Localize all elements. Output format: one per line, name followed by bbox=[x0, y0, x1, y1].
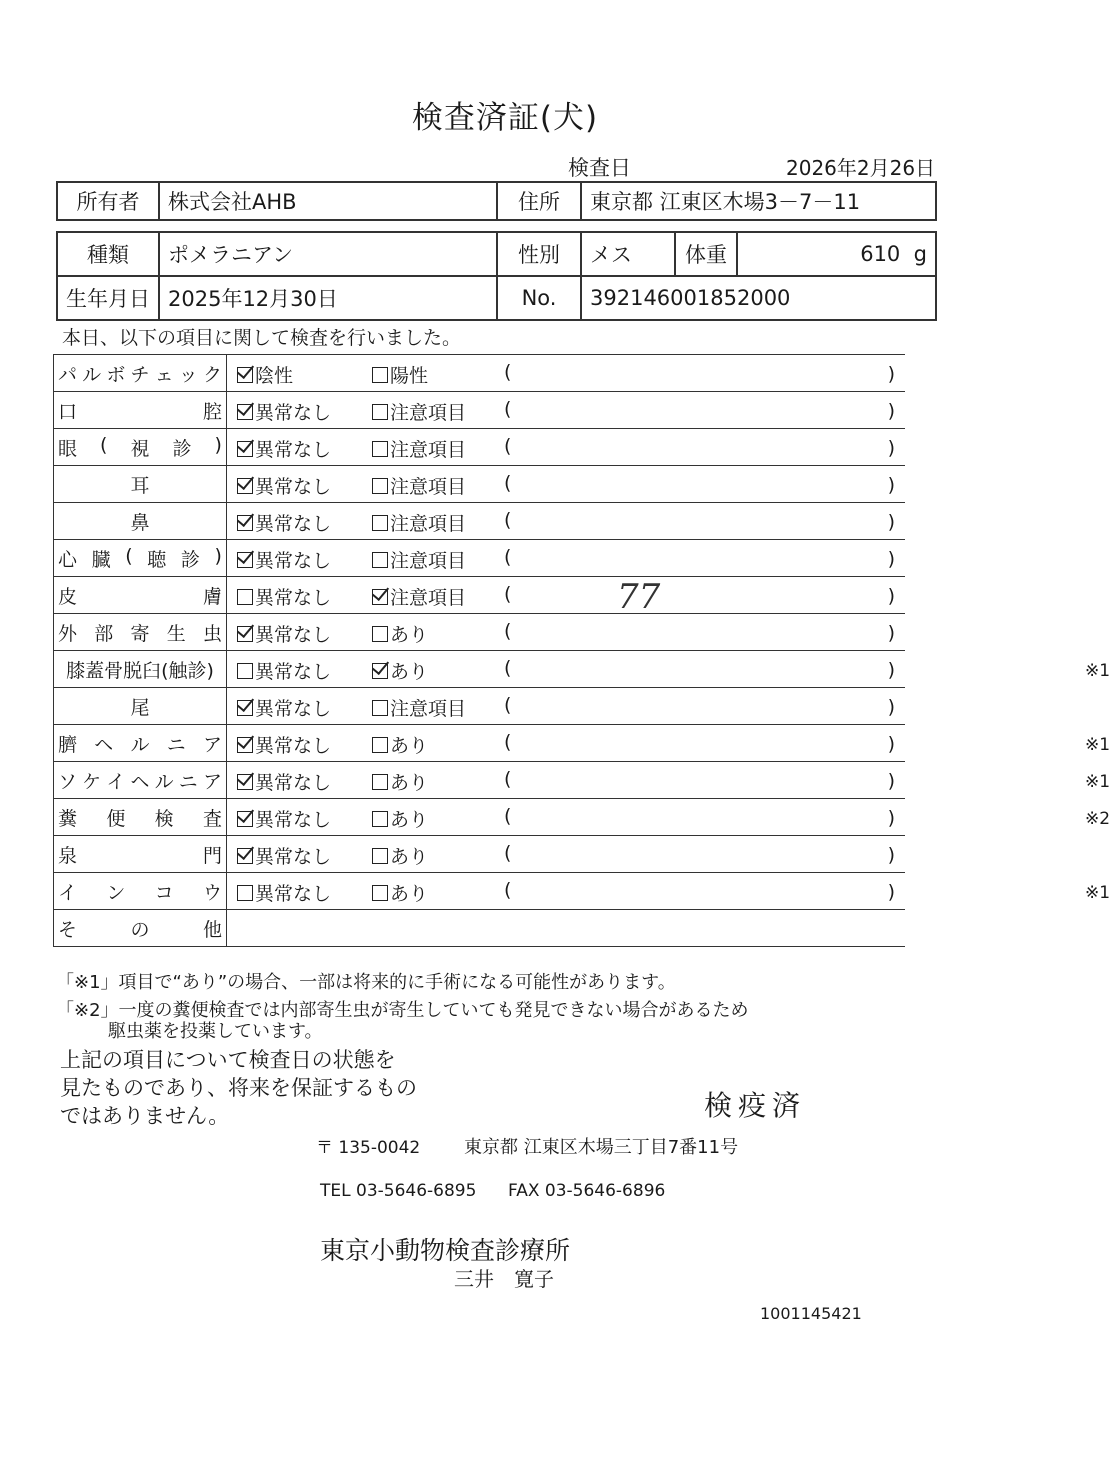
check-item-char: 視 bbox=[130, 437, 150, 460]
check-item-char: ル bbox=[82, 363, 102, 386]
check-row bbox=[54, 651, 906, 688]
inspection-date-label: 検査日 bbox=[568, 156, 631, 180]
check-item-label bbox=[54, 577, 227, 614]
check-result-cell bbox=[227, 540, 906, 577]
check-option-label: 異常なし bbox=[255, 772, 332, 794]
check-result-cell bbox=[227, 651, 1110, 688]
owner-table bbox=[56, 181, 937, 221]
check-item-char: チ bbox=[130, 363, 150, 386]
breed-value: ポメラニアン bbox=[159, 232, 497, 276]
close-paren: ) bbox=[887, 474, 895, 496]
check-option-label: 異常なし bbox=[255, 809, 332, 831]
check-option[interactable] bbox=[372, 620, 428, 647]
owner-label: 所有者 bbox=[57, 182, 159, 220]
checkbox-icon[interactable] bbox=[372, 885, 388, 901]
open-paren: ( bbox=[504, 842, 512, 864]
check-item-label bbox=[54, 429, 227, 466]
check-option[interactable] bbox=[372, 657, 428, 684]
checked-box-icon[interactable] bbox=[237, 515, 253, 531]
check-option[interactable] bbox=[372, 435, 466, 462]
check-option-label: 注意項目 bbox=[390, 587, 467, 609]
dob-label: 生年月日 bbox=[57, 276, 159, 320]
checked-box-icon[interactable] bbox=[237, 441, 253, 457]
check-row bbox=[54, 392, 906, 429]
check-option-label: 陽性 bbox=[390, 365, 429, 387]
check-item-char: ヘ bbox=[130, 770, 150, 793]
close-paren: ) bbox=[887, 622, 895, 644]
checked-box-icon[interactable] bbox=[237, 478, 253, 494]
open-paren: ( bbox=[504, 694, 512, 716]
check-item-char: 門 bbox=[202, 844, 222, 867]
checkbox-icon[interactable] bbox=[372, 441, 388, 457]
postal-code: 〒 135-0042 bbox=[316, 1138, 421, 1158]
disclaimer bbox=[60, 1046, 417, 1130]
close-paren: ) bbox=[887, 770, 895, 792]
footnote-marker: ※2 bbox=[1085, 809, 1110, 829]
checkbox-icon[interactable] bbox=[372, 848, 388, 864]
check-option[interactable] bbox=[372, 842, 428, 869]
check-item-char: ニ bbox=[178, 770, 198, 793]
check-item-char: 寄 bbox=[130, 622, 150, 645]
check-result-cell bbox=[227, 577, 906, 617]
check-row bbox=[54, 503, 906, 540]
checkbox-icon[interactable] bbox=[372, 626, 388, 642]
check-option-label: 異常なし bbox=[255, 550, 332, 572]
open-paren: ( bbox=[504, 620, 512, 642]
check-item-char: ル bbox=[154, 770, 174, 793]
check-option[interactable] bbox=[237, 361, 293, 388]
other-row bbox=[54, 910, 906, 947]
check-item-char: 診 bbox=[172, 437, 192, 460]
check-option-label: 注意項目 bbox=[390, 439, 467, 461]
checked-box-icon[interactable] bbox=[237, 700, 253, 716]
checked-box-icon[interactable] bbox=[372, 663, 388, 679]
check-item-label bbox=[54, 614, 227, 651]
check-item-char: ニ bbox=[166, 733, 186, 756]
other-label-char: そ bbox=[58, 918, 78, 941]
intro-text: 本日、以下の項目に関して検査を行いました。 bbox=[62, 327, 462, 349]
check-item-char: ) bbox=[214, 433, 222, 456]
check-item-char: 生 bbox=[166, 622, 186, 645]
check-result-cell bbox=[227, 466, 906, 503]
close-paren: ) bbox=[887, 807, 895, 829]
check-option[interactable] bbox=[237, 731, 331, 758]
check-option-label: 注意項目 bbox=[390, 550, 467, 572]
checked-box-icon[interactable] bbox=[237, 737, 253, 753]
check-item-label bbox=[54, 503, 227, 540]
check-result-cell bbox=[227, 429, 906, 466]
vet-name: 三井 寛子 bbox=[454, 1267, 554, 1291]
check-item-label bbox=[54, 725, 227, 762]
check-item-char: 耳 bbox=[130, 474, 150, 497]
check-row bbox=[54, 799, 906, 836]
checkbox-icon[interactable] bbox=[372, 552, 388, 568]
weight-value: 610 bbox=[860, 242, 901, 266]
check-option-label: あり bbox=[390, 809, 429, 831]
check-row bbox=[54, 688, 906, 725]
checkbox-icon[interactable] bbox=[372, 515, 388, 531]
close-paren: ) bbox=[887, 437, 895, 459]
check-option-label: 注意項目 bbox=[390, 513, 467, 535]
weight-unit: g bbox=[913, 242, 927, 266]
check-item-char: ア bbox=[202, 770, 222, 793]
sex-label: 性別 bbox=[497, 232, 581, 276]
checkbox-icon[interactable] bbox=[372, 700, 388, 716]
close-paren: ) bbox=[887, 659, 895, 681]
check-item-label bbox=[54, 873, 227, 910]
check-item-char: ) bbox=[214, 544, 222, 567]
footnote-marker: ※1 bbox=[1085, 883, 1110, 903]
check-option[interactable] bbox=[372, 398, 466, 425]
check-option[interactable] bbox=[237, 842, 331, 869]
open-paren: ( bbox=[504, 546, 512, 568]
open-paren: ( bbox=[504, 509, 512, 531]
check-option[interactable] bbox=[237, 398, 331, 425]
check-item-char: 心 bbox=[58, 548, 78, 571]
check-item-char: 皮 bbox=[58, 585, 78, 608]
pet-table bbox=[56, 231, 937, 321]
weight-label: 体重 bbox=[675, 232, 737, 276]
other-label-char: 他 bbox=[202, 918, 222, 941]
close-paren: ) bbox=[887, 844, 895, 866]
check-row bbox=[54, 836, 906, 873]
checkbox-icon[interactable] bbox=[372, 737, 388, 753]
check-row bbox=[54, 873, 906, 910]
check-option-label: 異常なし bbox=[255, 439, 332, 461]
check-option[interactable] bbox=[237, 583, 331, 610]
check-option-label: 異常なし bbox=[255, 661, 332, 683]
check-option[interactable] bbox=[237, 472, 331, 499]
check-option-label: 異常なし bbox=[255, 698, 332, 720]
dob-value: 2025年12月30日 bbox=[159, 276, 497, 320]
sex-value: メス bbox=[581, 232, 675, 276]
close-paren: ) bbox=[887, 585, 895, 607]
checked-box-icon[interactable] bbox=[237, 811, 253, 827]
check-item-label bbox=[54, 762, 227, 799]
check-option[interactable] bbox=[237, 546, 331, 573]
close-paren: ) bbox=[887, 881, 895, 903]
check-row bbox=[54, 762, 906, 799]
check-option-label: 異常なし bbox=[255, 476, 332, 498]
check-option-label: あり bbox=[390, 735, 429, 757]
check-result-cell bbox=[227, 762, 1110, 799]
inspection-date: 2026年2月26日 bbox=[786, 156, 936, 180]
check-item-label bbox=[54, 688, 227, 725]
check-row bbox=[54, 614, 906, 651]
check-item-label bbox=[54, 392, 227, 429]
check-result-cell bbox=[227, 614, 906, 651]
check-item-char: ヘ bbox=[94, 733, 114, 756]
check-item-label bbox=[54, 799, 227, 836]
check-option-label: あり bbox=[390, 846, 429, 868]
clinic-name: 東京小動物検査診療所 bbox=[320, 1236, 571, 1265]
check-option-label: 異常なし bbox=[255, 883, 332, 905]
open-paren: ( bbox=[504, 731, 512, 753]
check-item-label bbox=[54, 355, 227, 392]
open-paren: ( bbox=[504, 805, 512, 827]
check-result-cell bbox=[227, 355, 906, 392]
handwritten-note: 77 bbox=[617, 577, 661, 617]
check-option-label: 異常なし bbox=[255, 587, 332, 609]
open-paren: ( bbox=[504, 361, 512, 383]
open-paren: ( bbox=[504, 472, 512, 494]
check-row bbox=[54, 466, 906, 503]
checkbox-icon[interactable] bbox=[372, 367, 388, 383]
no-value: 392146001852000 bbox=[581, 276, 936, 320]
check-result-cell bbox=[227, 725, 1110, 762]
check-item-char: ル bbox=[130, 733, 150, 756]
checked-box-icon[interactable] bbox=[237, 626, 253, 642]
check-option-label: 陰性 bbox=[255, 365, 294, 387]
breed-label: 種類 bbox=[57, 232, 159, 276]
clinic-fax: FAX 03-5646-6896 bbox=[508, 1181, 666, 1201]
check-row bbox=[54, 577, 906, 614]
checked-box-icon[interactable] bbox=[237, 774, 253, 790]
footnote-marker: ※1 bbox=[1085, 661, 1110, 681]
footnote-2-continued: 駆虫薬を投薬しています。 bbox=[108, 1021, 323, 1042]
address-value: 東京都 江東区木場3－7－11 bbox=[581, 182, 936, 220]
check-item-char: 便 bbox=[106, 807, 126, 830]
check-result-cell bbox=[227, 873, 1110, 910]
owner-value: 株式会社AHB bbox=[159, 182, 497, 220]
check-option-label: 注意項目 bbox=[390, 698, 467, 720]
open-paren: ( bbox=[504, 879, 512, 901]
close-paren: ) bbox=[887, 548, 895, 570]
check-option-label: 異常なし bbox=[255, 402, 332, 424]
check-option-label: 異常なし bbox=[255, 513, 332, 535]
checkbox-icon[interactable] bbox=[237, 663, 253, 679]
check-item-char: 膚 bbox=[202, 585, 222, 608]
clinic-tel: TEL 03-5646-6895 bbox=[320, 1181, 477, 1201]
check-option[interactable] bbox=[237, 879, 331, 906]
checkbox-icon[interactable] bbox=[237, 589, 253, 605]
check-option[interactable] bbox=[237, 435, 331, 462]
checked-box-icon[interactable] bbox=[372, 589, 388, 605]
check-item-char: イ bbox=[58, 881, 78, 904]
check-option-label: 異常なし bbox=[255, 735, 332, 757]
check-item-char: 診 bbox=[180, 548, 200, 571]
check-row bbox=[54, 355, 906, 392]
open-paren: ( bbox=[504, 657, 512, 679]
check-option[interactable] bbox=[372, 731, 428, 758]
check-item-char: 泉 bbox=[58, 844, 78, 867]
check-option-label: 注意項目 bbox=[390, 402, 467, 424]
check-result-cell bbox=[227, 392, 906, 429]
check-item-char: 膝蓋骨脱臼(触診) bbox=[66, 659, 214, 682]
check-result-cell bbox=[227, 503, 906, 540]
check-item-char: ウ bbox=[202, 881, 222, 904]
check-option[interactable] bbox=[372, 361, 428, 388]
check-result-cell bbox=[227, 688, 906, 725]
check-item-char: 糞 bbox=[58, 807, 78, 830]
checkbox-icon[interactable] bbox=[237, 885, 253, 901]
check-item-char: ソ bbox=[58, 770, 78, 793]
open-paren: ( bbox=[504, 435, 512, 457]
check-item-char: 眼 bbox=[58, 437, 78, 460]
checks-table bbox=[53, 354, 1110, 947]
check-option[interactable] bbox=[237, 805, 331, 832]
check-item-char: 外 bbox=[58, 622, 78, 645]
check-item-char: ン bbox=[106, 881, 126, 904]
disclaimer-line: 見たものであり、将来を保証するもの bbox=[60, 1076, 417, 1100]
footnote-2: 「※2」一度の糞便検査では内部寄生虫が寄生していても発見できない場合があるため bbox=[56, 1000, 749, 1021]
clinic-address: 東京都 江東区木場三丁目7番11号 bbox=[464, 1137, 739, 1158]
checked-box-icon[interactable] bbox=[237, 848, 253, 864]
footnote-marker: ※1 bbox=[1085, 772, 1110, 792]
check-item-char: ッ bbox=[178, 363, 198, 386]
check-item-char: 聴 bbox=[147, 548, 167, 571]
check-item-char: ( bbox=[125, 544, 133, 567]
check-option-label: あり bbox=[390, 661, 429, 683]
check-item-label bbox=[54, 540, 227, 577]
check-result-cell bbox=[227, 799, 1110, 836]
address-label: 住所 bbox=[497, 182, 581, 220]
check-item-char: ェ bbox=[154, 363, 174, 386]
check-option[interactable] bbox=[372, 805, 428, 832]
checked-box-icon[interactable] bbox=[237, 404, 253, 420]
check-option-label: あり bbox=[390, 624, 429, 646]
check-option-label: 異常なし bbox=[255, 624, 332, 646]
check-option-label: あり bbox=[390, 883, 429, 905]
check-row bbox=[54, 429, 906, 466]
check-option[interactable] bbox=[237, 509, 331, 536]
check-option[interactable] bbox=[372, 509, 466, 536]
close-paren: ) bbox=[887, 363, 895, 385]
check-item-char: コ bbox=[154, 881, 174, 904]
check-option[interactable] bbox=[372, 694, 466, 721]
check-item-char: 査 bbox=[202, 807, 222, 830]
close-paren: ) bbox=[887, 511, 895, 533]
check-item-char: 虫 bbox=[202, 622, 222, 645]
checkbox-icon[interactable] bbox=[372, 811, 388, 827]
check-item-label bbox=[54, 651, 227, 688]
checkbox-icon[interactable] bbox=[372, 404, 388, 420]
disclaimer-line: 上記の項目について検査日の状態を bbox=[60, 1048, 396, 1072]
check-option[interactable] bbox=[237, 694, 331, 721]
check-item-char: ク bbox=[202, 363, 222, 386]
open-paren: ( bbox=[504, 768, 512, 790]
check-option[interactable] bbox=[372, 546, 466, 573]
open-paren: ( bbox=[504, 398, 512, 420]
check-row bbox=[54, 540, 906, 577]
footnote-1: 「※1」項目で“あり”の場合、一部は将来的に手術になる可能性があります。 bbox=[56, 972, 676, 993]
check-item-char: 鼻 bbox=[130, 511, 150, 534]
other-value bbox=[227, 910, 906, 947]
check-item-label bbox=[54, 836, 227, 873]
check-option[interactable] bbox=[237, 620, 331, 647]
check-option[interactable] bbox=[372, 583, 466, 610]
close-paren: ) bbox=[887, 696, 895, 718]
check-option[interactable] bbox=[372, 768, 428, 795]
check-option[interactable] bbox=[237, 657, 331, 684]
close-paren: ) bbox=[887, 733, 895, 755]
weight-cell bbox=[737, 232, 936, 276]
check-row bbox=[54, 725, 906, 762]
no-label: No. bbox=[497, 276, 581, 320]
check-result-cell bbox=[227, 836, 906, 873]
check-item-char: 尾 bbox=[130, 696, 150, 719]
check-item-char: 臍 bbox=[58, 733, 78, 756]
serial-number: 1001145421 bbox=[760, 1304, 862, 1323]
close-paren: ) bbox=[887, 400, 895, 422]
check-item-char: 口 bbox=[58, 400, 78, 423]
other-label-char: の bbox=[130, 918, 150, 941]
check-item-char: 部 bbox=[94, 622, 114, 645]
open-paren: ( bbox=[504, 583, 512, 605]
check-item-char: ( bbox=[100, 433, 108, 456]
checked-box-icon[interactable] bbox=[237, 552, 253, 568]
check-item-char: イ bbox=[106, 770, 126, 793]
check-option[interactable] bbox=[372, 879, 428, 906]
check-option-label: 異常なし bbox=[255, 846, 332, 868]
check-option-label: 注意項目 bbox=[390, 476, 467, 498]
page-title: 検査済証(犬) bbox=[411, 100, 599, 136]
disclaimer-line: ではありません。 bbox=[60, 1104, 230, 1128]
check-item-char: パ bbox=[58, 363, 78, 386]
check-option[interactable] bbox=[372, 472, 466, 499]
other-label bbox=[54, 910, 227, 947]
check-item-label bbox=[54, 466, 227, 503]
check-item-char: 腔 bbox=[202, 400, 222, 423]
check-item-char: ボ bbox=[106, 363, 126, 386]
checkbox-icon[interactable] bbox=[372, 774, 388, 790]
check-item-char: ケ bbox=[82, 770, 102, 793]
footnote-marker: ※1 bbox=[1085, 735, 1110, 755]
check-item-char: ア bbox=[202, 733, 222, 756]
check-item-char: 臓 bbox=[91, 548, 111, 571]
quarantine-stamp: 検疫済 bbox=[704, 1089, 807, 1122]
check-option-label: あり bbox=[390, 772, 429, 794]
checkbox-icon[interactable] bbox=[372, 478, 388, 494]
checked-box-icon[interactable] bbox=[237, 367, 253, 383]
check-option[interactable] bbox=[237, 768, 331, 795]
check-item-char: 検 bbox=[154, 807, 174, 830]
